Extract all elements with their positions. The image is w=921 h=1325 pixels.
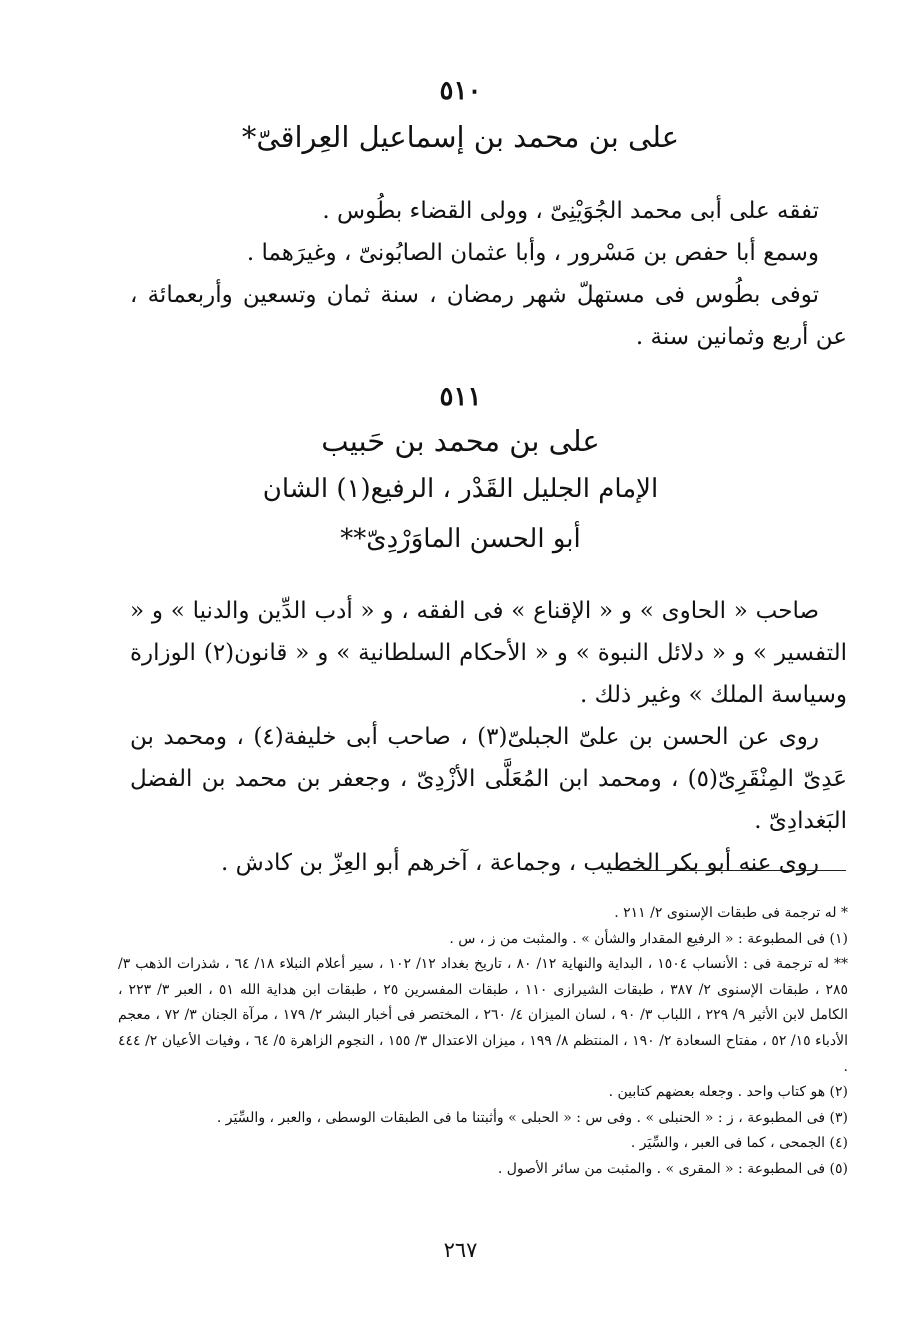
- entry-body: [130, 190, 847, 358]
- body-line: توفى بطُوس فى مستهلّ شهر رمضان ، سنة ثمان وتسعين وأربعمائة ، عن أربع وثمانين سنة .: [130, 282, 847, 350]
- body-paragraph: روى عنه أبو بكر الخطيب ، وجماعة ، آخرهم أبو العِزّ بن كادش .: [221, 850, 819, 876]
- body-line: وسمع أبا حفص بن مَسْرور ، وأبا عثمان الصابُونىّ ، وغيرَهما .: [246, 240, 819, 266]
- entry-subtitle: الإمام الجليل القَدْر ، الرفيع(١) الشان: [262, 474, 659, 504]
- footnote-divider: [620, 870, 846, 871]
- entry-subtitle: أبو الحسن الماوَرْدِىّ**: [340, 524, 581, 554]
- footnote: ** له ترجمة فى : الأنساب ١٥٠٤ ، البداية والنهاية ١٢/ ٨٠ ، تاريخ بغداد ١٢/ ١٠٢ ، سير أعلام النبلاء ١٨/ ٦٤ ، شذرات الذهب ٣/ ٢٨٥ ، طبقات الإسنوى ٢/ ٣٨٧ ، طبقات الشيرازى ١١٠ ، طبقات المفسرين ٢٥ ، طبقات ابن هداية الله ٥١ ، العبر ٣/ ٢٢٣ ، الكامل لابن الأثير ٩/ ٢٢٩ ، اللباب ٣/ ٩٠ ، لسان الميزان ٤/ ٢٦٠ ، المختصر فى أخبار البشر ٢/ ١٧٩ ، مرآة الجنان ٣/ ٧٢ ، معجم الأدباء ١٥/ ٥٢ ، مفتاح السعادة ٢/ ١٩٠ ، المنتظم ٨/ ١٩٩ ، ميزان الاعتدال ٣/ ١٥٥ ، النجوم الزاهرة ٥/ ٦٤ ، وفيات الأعيان ٢/ ٤٤٤ .: [118, 956, 849, 1075]
- body-paragraph: صاحب « الحاوى » و « الإقناع » فى الفقه ، و « أدب الدِّين والدنيا » و « التفسير » و « دلائل النبوة » و « الأحكام السلطانية » و « قانون(٢) الوزارة وسياسة الملك » وغير ذلك .: [130, 598, 847, 708]
- entry-title: على بن محمد بن حَبيب: [321, 424, 600, 458]
- footnote: (٥) فى المطبوعة : « المقرى » . والمثبت من سائر الأصول .: [497, 1160, 848, 1177]
- footnote: (٤) الجمحى ، كما فى العبر ، والسِّيَر .: [630, 1135, 848, 1152]
- body-paragraph: روى عن الحسن بن علىّ الجبلىّ(٣) ، صاحب أبى خليفة(٤) ، ومحمد بن عَدِىّ المِنْقَرِىّ(٥) ، ومحمد ابن المُعَلَّى الأزْدِىّ ، وجعفر بن محمد بن الفضل البَغدادِىّ .: [130, 724, 848, 834]
- footnotes: [118, 901, 848, 1183]
- footnote: * له ترجمة فى طبقات الإسنوى ٢/ ٢١١ .: [614, 905, 848, 921]
- body-line: تفقه على أبى محمد الجُوَيْنِىّ ، وولى القضاء بطُوس .: [322, 198, 819, 224]
- footnote: (٣) فى المطبوعة ، ز : « الحنبلى » . وفى س : « الحبلى » وأثبتنا ما فى الطبقات الوسطى ، والعبر ، والسِّيَر .: [216, 1109, 848, 1126]
- page-number: ٢٦٧: [443, 1238, 478, 1262]
- entry-number: ٥١١: [439, 382, 482, 412]
- entry-title: على بن محمد بن إسماعيل العِراقىّ*: [241, 120, 680, 154]
- footnote: (٢) هو كتاب واحد . وجعله بعضهم كتابين .: [608, 1084, 848, 1101]
- footnote: (١) فى المطبوعة : « الرفيع المقدار والشأن » . والمثبت من ز ، س .: [449, 930, 848, 947]
- entry-number: ٥١٠: [439, 76, 482, 106]
- entry-body: [130, 590, 847, 884]
